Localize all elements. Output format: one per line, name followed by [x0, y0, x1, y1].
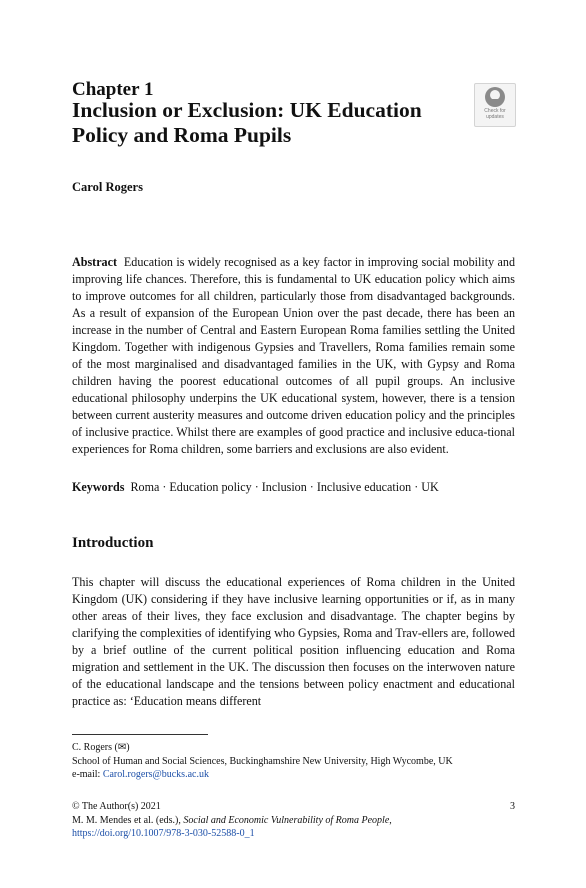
badge-text-line2: updates — [486, 114, 504, 120]
abstract — [72, 254, 515, 458]
citation-line — [72, 814, 515, 828]
keywords-text: Roma · Education policy · Inclusion · Inclusive education · UK — [130, 480, 439, 494]
footnote — [72, 741, 515, 782]
footnote-affiliation: School of Human and Social Sciences, Buckinghamshire New University, High Wycombe, UK — [72, 755, 453, 767]
email-link[interactable]: Carol.rogers@bucks.ac.uk — [102, 769, 209, 780]
section-heading-introduction: Introduction — [72, 535, 154, 551]
footnote-author: C. Rogers (✉) — [72, 742, 130, 753]
keywords — [72, 479, 515, 496]
abstract-label: Abstract — [72, 255, 118, 269]
book-title: Social and Economic Vulnerability of Roma People — [183, 814, 390, 826]
copyright-block — [72, 800, 515, 841]
chapter-label: Chapter 1 — [72, 79, 154, 100]
citation-suffix: , — [389, 814, 392, 826]
badge-text-line1: Check for — [484, 108, 506, 114]
check-for-updates-icon — [484, 86, 506, 108]
check-for-updates-badge[interactable] — [474, 83, 516, 127]
abstract-text: Education is widely recognised as a key factor in improving social mobility and improving life chances. Therefore, this is fundamental to UK education policy which aims to improve outcomes for all children, particularly those from disadvantaged backgrounds. As a result of expansion of the European Union over the past decade, there has been an increase in the number of Central and Eastern European Roma families settling the United Kingdom. Together with indigenous Gypsies and Travellers, Roma families remain some of the most marginalised and disadvantaged families in the UK, with Gypsy and Roma children having the poorest educational outcomes of all pupil groups. An inclusive educational philosophy underpins the UK educational system, however, there is a tension between current austerity measures and outcome driven education policy and the principles of inclusive practice. Whilst there are examples of good practice and inclusive educa-tional experiences for Roma children, some barriers and exclusions are also evident. — [72, 255, 516, 456]
page-number: 3 — [510, 801, 515, 812]
footnote-divider — [72, 734, 208, 735]
doi-link[interactable]: https://doi.org/10.1007/978-3-030-52588-0_1 — [72, 828, 255, 839]
citation-prefix: M. M. Mendes et al. (eds.), — [72, 814, 184, 826]
footnote-email-line — [72, 768, 515, 782]
introduction-text: This chapter will discuss the educational experiences of Roma children in the United Kingdom (UK) considering if they have inclusive learning opportunities or if, as in many other areas of their lives, they face exclusion and disadvantage. The chapter begins by clarifying the complexities of identifying who Gypsies, Roma and Trav-ellers are, followed by a brief outline of the current political position influencing education and Roma migration and settlement in the UK. The discussion then focuses on the interwoven nature of the educational landscape and the tensions between policy enactment and educational practice as: ‘Education means different — [72, 575, 515, 708]
email-label: e-mail: — [72, 769, 103, 780]
chapter-title: Inclusion or Exclusion: UK Education Policy and Roma Pupils — [72, 98, 422, 147]
keywords-label: Keywords — [72, 480, 125, 494]
author-name: Carol Rogers — [72, 180, 143, 194]
copyright-line: © The Author(s) 2021 — [72, 801, 161, 812]
